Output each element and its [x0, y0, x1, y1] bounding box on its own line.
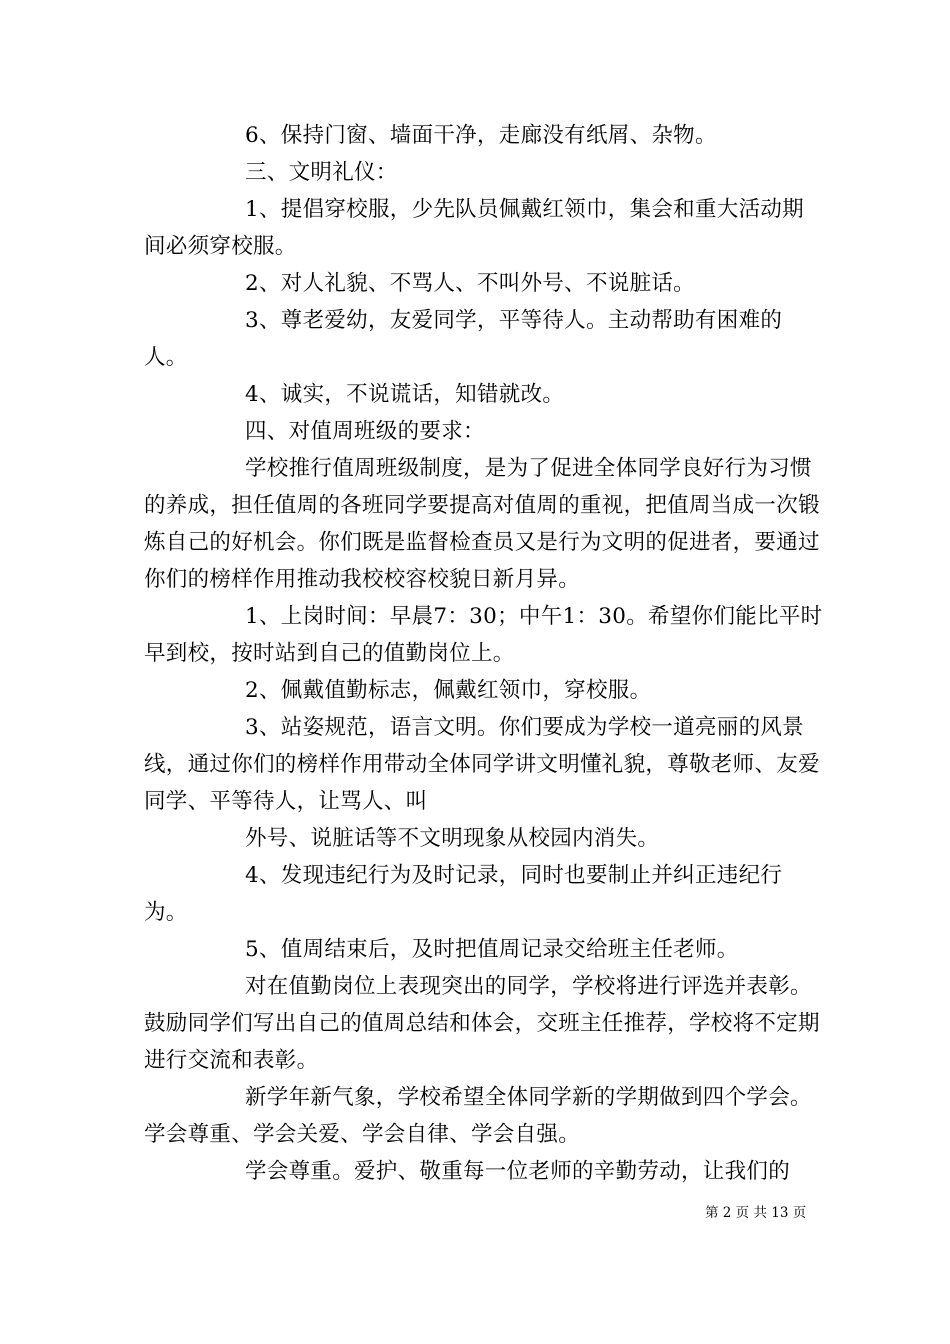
paragraph-item-3-respect: 3、尊老爱幼，友爱同学，平等待人。主动帮助有困难的人。	[144, 308, 783, 370]
paragraph-duty-item-2: 2、佩戴值勤标志，佩戴红领巾，穿校服。	[245, 678, 652, 703]
section-heading-etiquette: 三、文明礼仪：	[245, 160, 398, 185]
paragraph-learn-respect: 学会尊重。爱护、敬重每一位老师的辛勤劳动，让我们的	[245, 1159, 791, 1184]
page-number-footer: 第 2 页 共 13 页	[705, 1205, 807, 1221]
paragraph-duty-item-3-cont: 外号、说脏话等不文明现象从校园内消失。	[245, 826, 660, 851]
paragraph-duty-item-3: 3、站姿规范，语言文明。你们要成为学校一道亮丽的风景线，通过你们的榜样作用带动全体同学讲文明懂礼貌，尊敬老师、友爱同学、平等待人，让骂人、叫	[144, 715, 820, 814]
paragraph-duty-intro: 学校推行值周班级制度，是为了促进全体同学良好行为习惯的养成，担任值周的各班同学要提高对值周的重视，把值周当成一次锻炼自己的好机会。你们既是监督检查员又是行为文明的促进者，要通过你们的榜样作用推动我校校容校貌日新月异。	[144, 456, 820, 592]
paragraph-item-2-politeness: 2、对人礼貌、不骂人、不叫外号、不说脏话。	[245, 271, 695, 296]
paragraph-new-term: 新学年新气象，学校希望全体同学新的学期做到四个学会。学会尊重、学会关爱、学会自律、学会自强。	[144, 1085, 812, 1147]
paragraph-item-1-uniform: 1、提倡穿校服，少先队员佩戴红领巾，集会和重大活动期间必须穿校服。	[144, 197, 804, 259]
paragraph-duty-item-5: 5、值周结束后，及时把值周记录交给班主任老师。	[245, 937, 739, 962]
document-body	[144, 117, 824, 1190]
paragraph-commendation: 对在值勤岗位上表现突出的同学，学校将进行评选并表彰。鼓励同学们写出自己的值周总结和体会，交班主任推荐，学校将不定期进行交流和表彰。	[144, 974, 820, 1073]
paragraph-duty-item-1: 1、上岗时间：早晨7：30；中午1：30。希望你们能比平时早到校，按时站到自己的值勤岗位上。	[144, 604, 823, 666]
paragraph-item-4-honesty: 4、诚实，不说谎话，知错就改。	[245, 382, 565, 407]
paragraph-item-6: 6、保持门窗、墙面干净，走廊没有纸屑、杂物。	[245, 123, 717, 148]
paragraph-duty-item-4: 4、发现违纪行为及时记录，同时也要制止并纠正违纪行为。	[144, 863, 783, 925]
section-heading-duty-class: 四、对值周班级的要求：	[245, 419, 485, 444]
